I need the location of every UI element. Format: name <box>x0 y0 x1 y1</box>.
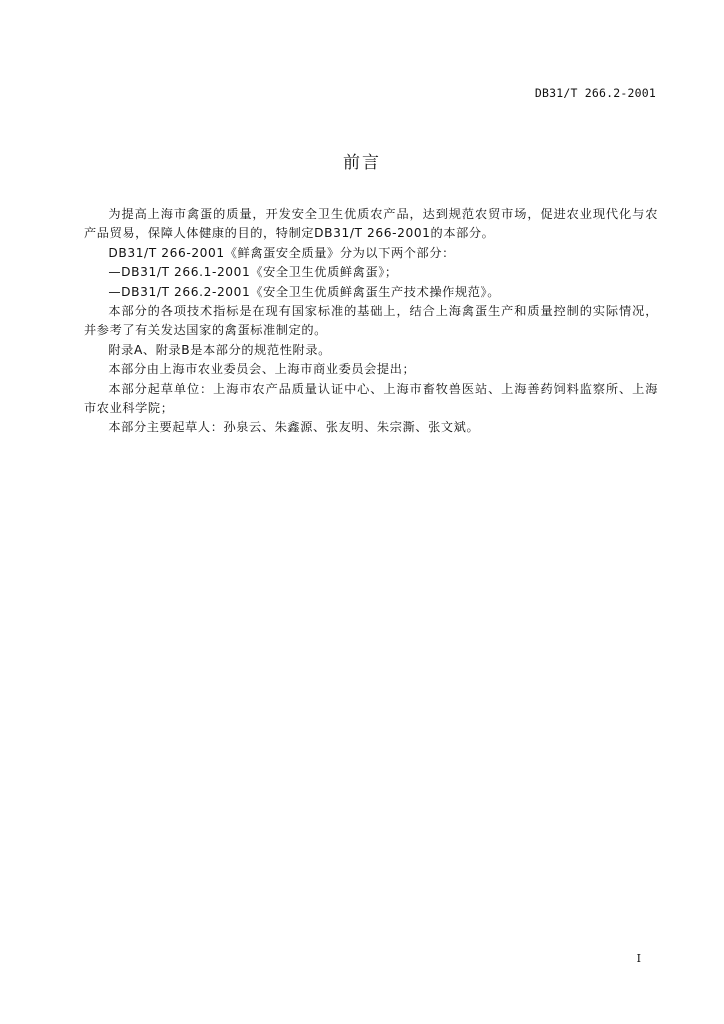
paragraph-technical-basis: 本部分的各项技术指标是在现有国家标准的基础上，结合上海禽蛋生产和质量控制的实际情况，并参考了有关发达国家的禽蛋标准制定的。 <box>84 304 658 338</box>
paragraph-drafters: 本部分主要起草人：孙泉云、朱鑫源、张友明、朱宗澌、张文斌。 <box>108 420 480 435</box>
paragraph-purpose: 为提高上海市禽蛋的质量，开发安全卫生优质农产品，达到规范农贸市场，促进农业现代化与农产品贸易，保障人体健康的目的，特制定DB31/T 266-2001的本部分。 <box>84 207 658 241</box>
page-title: 前言 <box>343 153 381 173</box>
page-number: I <box>636 952 641 965</box>
foreword-body <box>84 205 658 438</box>
document-code: DB31/T 266.2-2001 <box>534 86 656 100</box>
paragraph-parts-intro: DB31/T 266-2001《鲜禽蛋安全质量》分为以下两个部分： <box>108 245 455 260</box>
paragraph-drafting-units: 本部分起草单位：上海市农产品质量认证中心、上海市畜牧兽医站、上海善药饲料监察所、上海市农业科学院； <box>84 381 658 416</box>
paragraph-part-1: —DB31/T 266.1-2001《安全卫生优质鲜禽蛋》； <box>108 265 398 280</box>
paragraph-part-2: —DB31/T 266.2-2001《安全卫生优质鲜禽蛋生产技术操作规范》。 <box>108 284 501 299</box>
paragraph-annexes: 附录A、附录B是本部分的规范性附录。 <box>108 342 331 357</box>
paragraph-proposed-by: 本部分由上海市农业委员会、上海市商业委员会提出； <box>108 362 416 377</box>
